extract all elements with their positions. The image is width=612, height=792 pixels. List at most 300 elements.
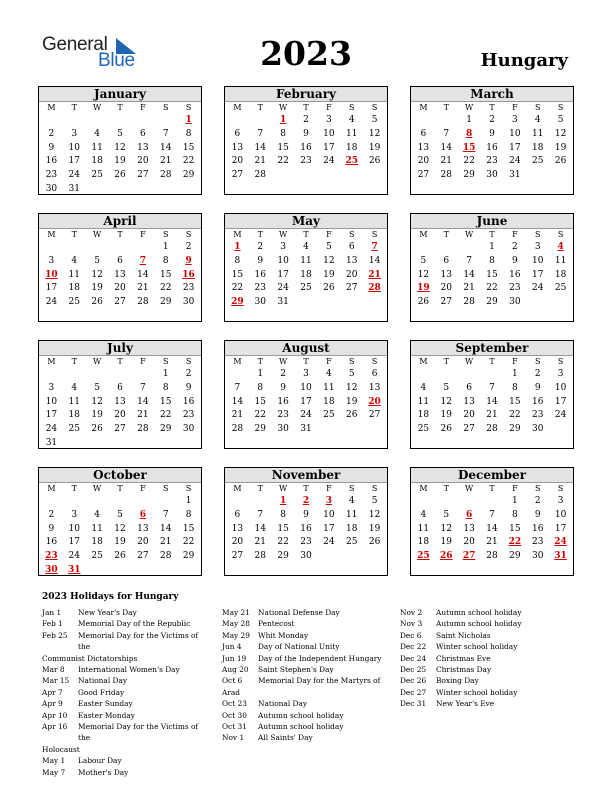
day-cell: 15 — [254, 396, 266, 407]
day-cell: 22 — [509, 410, 521, 421]
day-cell: 13 — [231, 142, 244, 153]
day-cell: 18 — [417, 537, 430, 548]
holiday-name: Mother's Day — [78, 767, 129, 777]
weekday-label: F — [326, 357, 332, 366]
day-cell: 12 — [114, 142, 126, 153]
day-cell: 27 — [463, 424, 475, 435]
day-cell: 29 — [182, 170, 195, 181]
day-cell: 13 — [114, 269, 126, 280]
day-cell: 10 — [323, 509, 335, 520]
weekday-label: W — [465, 230, 474, 239]
holiday-row — [400, 698, 570, 709]
days-grid — [39, 367, 201, 451]
holiday-name: National Day — [258, 699, 308, 709]
weekday-header — [39, 102, 201, 113]
day-cell: 30 — [182, 297, 195, 308]
calendar-year: 2023 — [260, 34, 352, 73]
day-cell: 14 — [463, 269, 475, 280]
day-cell: 8 — [257, 382, 264, 393]
empty-day-cell — [131, 368, 154, 382]
month-name: December — [411, 468, 573, 483]
empty-day-cell — [481, 495, 504, 509]
holiday-name: Day of National Unity — [258, 642, 340, 652]
holiday-row — [42, 744, 212, 755]
day-cell: 7 — [443, 128, 450, 139]
holiday-row — [222, 664, 392, 675]
day-cell: 1 — [162, 242, 169, 252]
day-cell: 24 — [300, 410, 312, 421]
holiday-day-cell: 31 — [68, 564, 81, 575]
holiday-row — [400, 641, 570, 652]
weekday-label: T — [71, 103, 77, 112]
day-cell: 1 — [511, 369, 518, 379]
day-cell: 8 — [280, 128, 286, 139]
weekday-header — [39, 229, 201, 240]
holiday-day-cell: 20 — [368, 396, 381, 407]
weekday-label: T — [257, 230, 263, 239]
day-cell: 8 — [162, 255, 169, 266]
day-cell: 10 — [45, 396, 58, 407]
day-cell: 4 — [420, 382, 427, 393]
day-cell: 28 — [231, 424, 244, 435]
day-cell: 10 — [554, 509, 567, 520]
holiday-row — [42, 767, 212, 778]
day-cell: 13 — [231, 523, 244, 534]
holiday-row — [222, 653, 392, 664]
day-cell: 8 — [185, 128, 192, 139]
day-cell: 25 — [68, 424, 80, 435]
weekday-label: S — [162, 230, 169, 239]
weekday-label: T — [257, 357, 263, 366]
month-june — [410, 213, 574, 322]
day-cell: 9 — [489, 128, 495, 139]
day-cell: 6 — [117, 382, 123, 393]
day-cell: 13 — [137, 142, 149, 153]
day-cell: 20 — [463, 537, 475, 548]
day-cell: 21 — [231, 410, 244, 421]
weekday-label: W — [279, 357, 288, 366]
day-cell: 23 — [531, 537, 544, 548]
empty-day-cell — [86, 114, 109, 128]
weekday-label: M — [419, 357, 428, 366]
holiday-day-cell: 7 — [139, 255, 146, 266]
day-cell: 2 — [303, 115, 309, 125]
day-cell: 3 — [511, 115, 518, 125]
day-cell: 14 — [231, 396, 244, 407]
day-cell: 6 — [234, 509, 241, 520]
day-cell: 5 — [94, 255, 100, 266]
weekday-label: M — [47, 484, 56, 493]
weekday-label: S — [185, 230, 192, 239]
empty-day-cell — [412, 495, 435, 509]
day-cell: 18 — [91, 156, 103, 167]
days-grid — [411, 494, 573, 564]
day-cell: 29 — [159, 424, 172, 435]
month-november — [224, 467, 388, 576]
day-cell: 14 — [137, 269, 149, 280]
day-cell: 27 — [114, 297, 126, 308]
holiday-row — [222, 607, 392, 618]
day-cell: 17 — [45, 410, 58, 421]
day-cell: 15 — [182, 142, 195, 153]
holiday-date: Dec 31 — [400, 699, 427, 709]
day-cell: 5 — [371, 496, 378, 506]
day-cell: 9 — [48, 142, 55, 153]
day-cell: 5 — [443, 509, 450, 520]
day-cell: 8 — [511, 509, 518, 520]
weekday-label: W — [279, 484, 288, 493]
month-name: August — [225, 341, 387, 356]
day-cell: 28 — [159, 551, 172, 562]
day-cell: 14 — [254, 142, 266, 153]
day-cell: 5 — [371, 115, 378, 125]
day-cell: 12 — [368, 509, 381, 520]
day-cell: 20 — [137, 537, 149, 548]
weekday-label: T — [71, 484, 77, 493]
empty-day-cell — [131, 114, 154, 128]
holiday-day-cell: 4 — [557, 242, 564, 252]
holiday-name: Memorial Day for the Victims of the — [78, 630, 199, 652]
day-cell: 7 — [234, 382, 241, 393]
weekday-label: F — [512, 357, 518, 366]
day-cell: 11 — [91, 523, 103, 534]
holiday-column — [42, 607, 212, 778]
day-cell: 29 — [277, 551, 289, 562]
day-cell: 19 — [114, 537, 126, 548]
day-cell: 22 — [159, 283, 172, 294]
holiday-date: Dec 6 — [400, 630, 422, 640]
day-cell: 14 — [368, 255, 381, 266]
day-cell: 14 — [440, 142, 452, 153]
day-cell: 30 — [300, 551, 312, 562]
holiday-day-cell: 25 — [345, 156, 358, 167]
holiday-date: Apr 16 — [42, 722, 68, 732]
day-cell: 25 — [300, 283, 312, 294]
weekday-header — [225, 229, 387, 240]
day-cell: 3 — [48, 255, 55, 266]
holiday-day-cell: 21 — [368, 269, 381, 280]
day-cell: 21 — [137, 410, 149, 421]
day-cell: 20 — [345, 269, 358, 280]
day-cell: 17 — [531, 269, 544, 280]
month-name: September — [411, 341, 573, 356]
weekday-label: M — [47, 103, 56, 112]
holiday-date: Oct 6 — [222, 676, 243, 686]
day-cell: 29 — [182, 551, 195, 562]
day-cell: 11 — [300, 255, 312, 266]
day-cell: 26 — [91, 297, 103, 308]
day-cell: 7 — [489, 509, 495, 520]
weekday-label: S — [348, 230, 355, 239]
day-cell: 29 — [254, 424, 266, 435]
day-cell: 3 — [557, 369, 564, 379]
day-cell: 21 — [159, 156, 172, 167]
day-cell: 8 — [489, 255, 495, 266]
day-cell: 13 — [137, 523, 149, 534]
day-cell: 27 — [137, 551, 149, 562]
holiday-name: Saint Stephen's Day — [258, 665, 334, 675]
day-cell: 11 — [345, 128, 358, 139]
day-cell: 4 — [71, 255, 78, 266]
weekday-label: T — [303, 230, 309, 239]
weekday-header — [225, 356, 387, 367]
holiday-name: Good Friday — [78, 687, 125, 697]
day-cell: 6 — [371, 369, 378, 379]
day-cell: 25 — [417, 424, 430, 435]
weekday-label: M — [233, 484, 242, 493]
weekday-label: T — [489, 103, 495, 112]
holiday-date: May 1 — [42, 756, 66, 766]
holiday-day-cell: 1 — [280, 115, 287, 125]
empty-day-cell — [226, 495, 249, 509]
weekday-label: M — [419, 103, 428, 112]
holiday-row — [222, 710, 392, 721]
day-cell: 21 — [486, 537, 498, 548]
day-cell: 19 — [345, 396, 358, 407]
weekday-label: S — [185, 103, 192, 112]
holiday-name: All Saints' Day — [258, 733, 313, 743]
holiday-name: Easter Monday — [78, 710, 135, 720]
weekday-label: T — [443, 103, 449, 112]
day-cell: 3 — [325, 115, 332, 125]
day-cell: 17 — [509, 142, 521, 153]
holiday-name: Easter Sunday — [78, 699, 133, 709]
day-cell: 25 — [531, 156, 544, 167]
weekday-label: T — [71, 357, 77, 366]
holiday-row — [222, 732, 392, 743]
month-name: July — [39, 341, 201, 356]
weekday-header — [39, 356, 201, 367]
weekday-header — [411, 483, 573, 494]
day-cell: 9 — [534, 509, 541, 520]
day-cell: 23 — [509, 283, 521, 294]
holiday-date: Dec 26 — [400, 676, 427, 686]
day-cell: 16 — [531, 396, 544, 407]
holiday-row — [400, 607, 570, 618]
day-cell: 17 — [68, 537, 80, 548]
day-cell: 14 — [159, 523, 172, 534]
empty-day-cell — [109, 241, 132, 255]
day-cell: 26 — [91, 424, 103, 435]
weekday-header — [225, 102, 387, 113]
day-cell: 21 — [440, 156, 452, 167]
weekday-label: W — [279, 103, 288, 112]
day-cell: 3 — [71, 509, 78, 520]
holiday-day-cell: 1 — [185, 115, 192, 125]
day-cell: 9 — [48, 523, 55, 534]
holiday-date: Apr 10 — [42, 710, 68, 720]
day-cell: 9 — [303, 509, 309, 520]
day-cell: 7 — [489, 382, 495, 393]
month-january — [38, 86, 202, 195]
weekday-label: W — [465, 357, 474, 366]
empty-day-cell — [40, 241, 63, 255]
days-grid — [39, 240, 201, 310]
day-cell: 10 — [68, 523, 80, 534]
day-cell: 23 — [254, 283, 266, 294]
day-cell: 4 — [94, 128, 100, 139]
weekday-label: W — [93, 357, 102, 366]
logo-text-blue: Blue — [98, 50, 135, 71]
holiday-day-cell: 16 — [182, 269, 195, 280]
weekday-label: T — [489, 230, 495, 239]
day-cell: 30 — [486, 170, 498, 181]
day-cell: 1 — [466, 115, 472, 125]
day-cell: 31 — [509, 170, 521, 181]
weekday-label: T — [303, 357, 309, 366]
day-cell: 29 — [159, 297, 172, 308]
day-cell: 16 — [509, 269, 521, 280]
month-april — [38, 213, 202, 322]
month-name: May — [225, 214, 387, 229]
day-cell: 12 — [323, 255, 335, 266]
holiday-name: National Day — [78, 676, 128, 686]
empty-day-cell — [40, 368, 63, 382]
day-cell: 30 — [277, 424, 289, 435]
holiday-row — [222, 721, 392, 732]
empty-day-cell — [131, 495, 154, 509]
day-cell: 12 — [417, 269, 430, 280]
day-cell: 15 — [486, 269, 498, 280]
weekday-label: T — [489, 484, 495, 493]
holiday-name: Memorial Day for the Victims of the — [78, 722, 199, 743]
day-cell: 10 — [300, 382, 312, 393]
day-cell: 7 — [162, 509, 169, 520]
day-cell: 9 — [534, 382, 541, 393]
month-march — [410, 86, 574, 195]
day-cell: 27 — [417, 170, 430, 181]
day-cell: 29 — [509, 424, 521, 435]
day-cell: 4 — [94, 509, 100, 520]
weekday-label: W — [465, 103, 474, 112]
day-cell: 4 — [348, 496, 355, 506]
holiday-date: Jan 1 — [42, 608, 62, 617]
day-cell: 8 — [234, 255, 241, 266]
weekday-label: T — [489, 357, 495, 366]
empty-day-cell — [458, 495, 481, 509]
empty-day-cell — [86, 368, 109, 382]
holiday-name: Holocaust — [42, 744, 80, 754]
holiday-day-cell: 25 — [417, 551, 430, 562]
holiday-day-cell: 30 — [45, 564, 58, 575]
day-cell: 26 — [114, 551, 126, 562]
day-cell: 11 — [417, 523, 430, 534]
month-name: March — [411, 87, 573, 102]
holiday-date: Dec 27 — [400, 687, 427, 697]
day-cell: 6 — [466, 382, 472, 393]
day-cell: 16 — [300, 523, 312, 534]
holiday-day-cell: 10 — [45, 269, 58, 280]
weekday-label: S — [557, 103, 564, 112]
day-cell: 11 — [323, 382, 335, 393]
day-cell: 27 — [231, 551, 244, 562]
holiday-row — [42, 710, 212, 721]
day-cell: 2 — [511, 242, 518, 252]
day-cell: 26 — [368, 156, 381, 167]
weekday-label: T — [117, 230, 123, 239]
holiday-date: Nov 1 — [222, 733, 245, 743]
day-cell: 13 — [417, 142, 430, 153]
day-cell: 25 — [345, 537, 358, 548]
empty-day-cell — [154, 114, 177, 128]
holiday-name: New Year's Eve — [436, 699, 495, 709]
empty-day-cell — [86, 241, 109, 255]
weekday-label: S — [534, 357, 541, 366]
holiday-row — [222, 641, 392, 652]
day-cell: 30 — [509, 297, 521, 308]
holiday-row — [42, 630, 212, 653]
day-cell: 28 — [137, 297, 149, 308]
month-name: October — [39, 468, 201, 483]
holiday-name: Autumn school holiday — [436, 608, 522, 617]
holiday-day-cell: 8 — [466, 128, 473, 139]
day-cell: 21 — [486, 410, 498, 421]
weekday-header — [225, 483, 387, 494]
day-cell: 22 — [182, 156, 195, 167]
day-cell: 5 — [348, 369, 355, 379]
day-cell: 22 — [277, 537, 289, 548]
day-cell: 4 — [325, 369, 332, 379]
day-cell: 24 — [68, 170, 80, 181]
weekday-label: S — [371, 230, 378, 239]
days-grid — [411, 367, 573, 437]
weekday-label: T — [443, 230, 449, 239]
weekday-label: S — [371, 103, 378, 112]
day-cell: 15 — [159, 396, 172, 407]
weekday-label: S — [371, 484, 378, 493]
holiday-date: Mar 15 — [42, 676, 70, 686]
weekday-label: S — [534, 484, 541, 493]
day-cell: 10 — [277, 255, 289, 266]
day-cell: 27 — [137, 170, 149, 181]
day-cell: 21 — [463, 283, 475, 294]
days-grid — [225, 240, 387, 310]
day-cell: 4 — [303, 242, 309, 252]
weekday-label: F — [140, 484, 146, 493]
day-cell: 12 — [554, 128, 567, 139]
day-cell: 25 — [91, 170, 103, 181]
holiday-date: Oct 23 — [222, 699, 247, 709]
day-cell: 5 — [117, 128, 123, 139]
day-cell: 27 — [440, 297, 452, 308]
day-cell: 26 — [440, 424, 452, 435]
day-cell: 5 — [557, 115, 564, 125]
day-cell: 19 — [323, 269, 335, 280]
day-cell: 9 — [185, 382, 192, 393]
day-cell: 6 — [348, 242, 355, 252]
weekday-label: T — [257, 484, 263, 493]
holiday-date: Dec 25 — [400, 665, 427, 675]
holiday-day-cell: 7 — [371, 242, 378, 252]
empty-day-cell — [226, 114, 249, 128]
weekday-label: W — [93, 484, 102, 493]
day-cell: 2 — [185, 242, 192, 252]
day-cell: 2 — [257, 242, 264, 252]
day-cell: 5 — [117, 509, 123, 520]
day-cell: 23 — [277, 410, 289, 421]
empty-day-cell — [226, 368, 249, 382]
day-cell: 18 — [345, 142, 358, 153]
day-cell: 24 — [531, 283, 544, 294]
day-cell: 31 — [68, 183, 80, 194]
days-grid — [225, 113, 387, 183]
month-october — [38, 467, 202, 576]
day-cell: 18 — [531, 142, 544, 153]
weekday-label: S — [348, 357, 355, 366]
empty-day-cell — [458, 368, 481, 382]
empty-day-cell — [435, 114, 458, 128]
empty-day-cell — [63, 114, 86, 128]
